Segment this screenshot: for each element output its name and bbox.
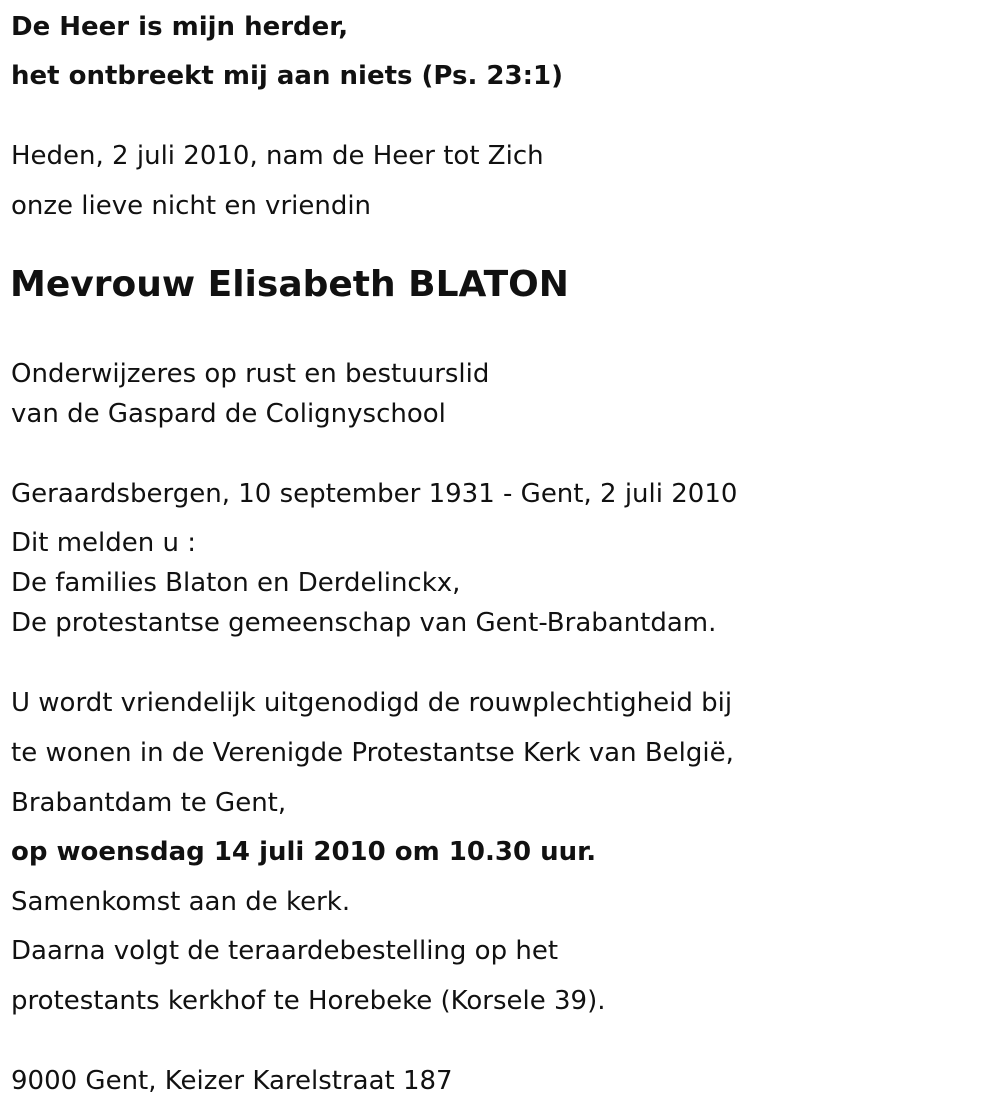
announcers-line-1: De families Blaton en Derdelinckx,	[11, 568, 461, 598]
deceased-name: Mevrouw Elisabeth BLATON	[10, 264, 569, 305]
intro-line-1: Heden, 2 juli 2010, nam de Heer tot Zich	[11, 141, 544, 171]
ceremony-line-3: Brabantdam te Gent,	[11, 788, 287, 818]
ceremony-gathering: Samenkomst aan de kerk.	[11, 887, 351, 917]
role-line-2: van de Gaspard de Colignyschool	[11, 399, 446, 429]
address: 9000 Gent, Keizer Karelstraat 187	[11, 1066, 453, 1096]
ceremony-line-1: U wordt vriendelijk uitgenodigd de rouwplechtigheid bij	[11, 688, 733, 718]
ceremony-line-2: te wonen in de Verenigde Protestantse Kerk van België,	[11, 738, 734, 768]
ceremony-datetime: op woensdag 14 juli 2010 om 10.30 uur.	[11, 837, 597, 867]
role-line-1: Onderwijzeres op rust en bestuurslid	[11, 359, 490, 389]
burial-line-1: Daarna volgt de teraardebestelling op het	[11, 936, 559, 966]
intro-line-2: onze lieve nicht en vriendin	[11, 191, 372, 221]
burial-line-2: protestants kerkhof te Horebeke (Korsele 39).	[11, 986, 606, 1016]
announcers-intro: Dit melden u :	[11, 528, 196, 558]
psalm-line-2: het ontbreekt mij aan niets (Ps. 23:1)	[11, 61, 563, 91]
announcers-line-2: De protestantse gemeenschap van Gent-Brabantdam.	[11, 608, 717, 638]
psalm-line-1: De Heer is mijn herder,	[11, 12, 349, 42]
life-dates: Geraardsbergen, 10 september 1931 - Gent, 2 juli 2010	[11, 479, 738, 509]
